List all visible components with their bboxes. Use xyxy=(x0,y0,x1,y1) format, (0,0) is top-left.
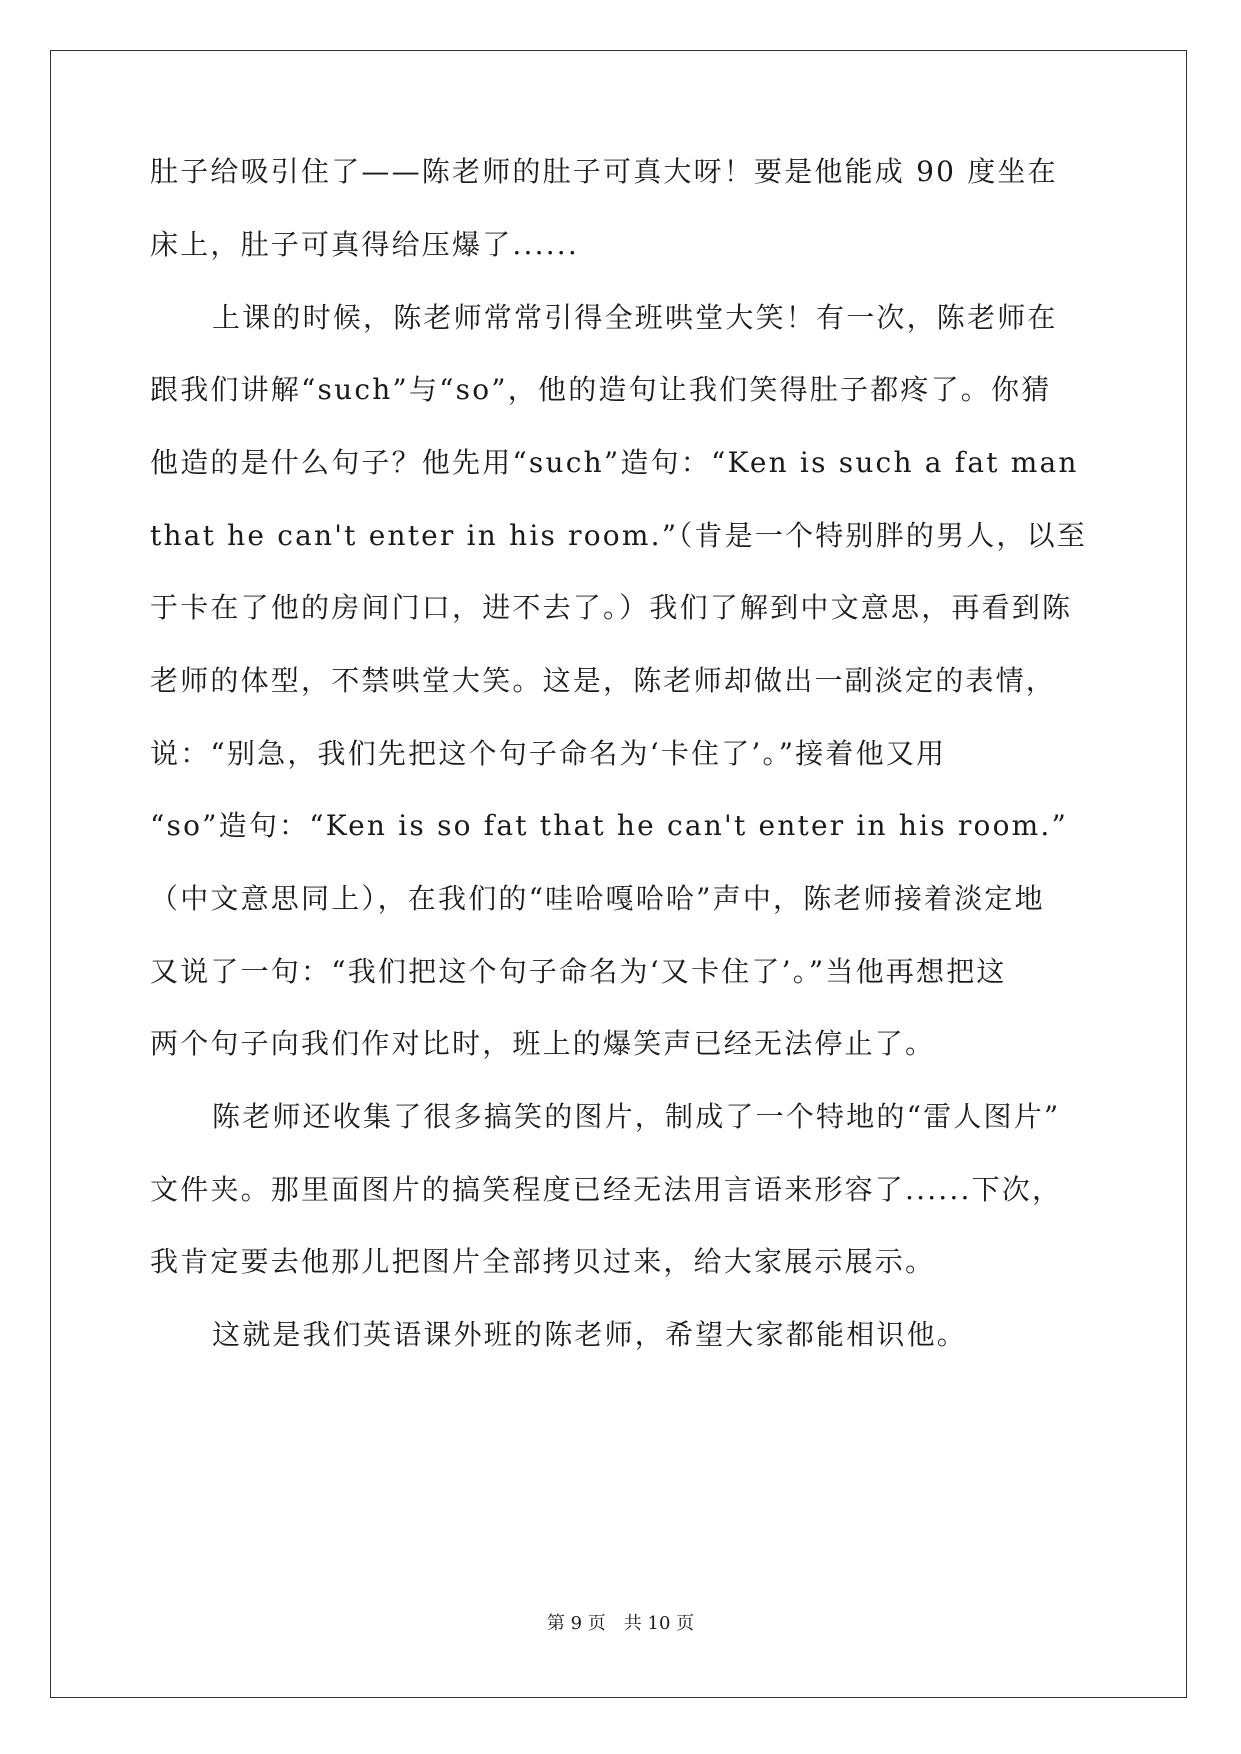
body-text-line: （中文意思同上），在我们的“哇哈嘎哈哈”声中，陈老师接着淡定地 xyxy=(150,882,1045,915)
body-text-line: 两个句子向我们作对比时，班上的爆笑声已经无法停止了。 xyxy=(150,1027,936,1060)
body-text-line: 跟我们讲解“such”与“so”，他的造句让我们笑得肚子都疼了。你猜 xyxy=(150,373,1052,406)
body-text-line: 老师的体型，不禁哄堂大笑。这是，陈老师却做出一副淡定的表情， xyxy=(150,664,1057,697)
body-text-line: 又说了一句：“我们把这个句子命名为‘又卡住了’。”当他再想把这 xyxy=(150,955,1007,988)
body-text-line: that he can't enter in his room.”（肯是一个特别胖的男人，以至 xyxy=(150,519,1088,552)
body-text-line: “so”造句：“Ken is so fat that he can't enter in his room.” xyxy=(150,809,1069,842)
body-text-line: 肚子给吸引住了——陈老师的肚子可真大呀！要是他能成 90 度坐在 xyxy=(150,155,1058,188)
body-text-line: 床上，肚子可真得给压爆了...... xyxy=(150,228,580,261)
paragraph-start-line: 上课的时候，陈老师常常引得全班哄堂大笑！有一次，陈老师在 xyxy=(212,301,1058,334)
page-number-footer: 第 9 页 共 10 页 xyxy=(546,1613,695,1634)
body-text-line: 文件夹。那里面图片的搞笑程度已经无法用言语来形容了......下次， xyxy=(150,1173,1063,1206)
body-text-line: 说：“别急，我们先把这个句子命名为‘卡住了’。”接着他又用 xyxy=(150,737,947,770)
page-border xyxy=(50,50,1187,1698)
body-text-line: 他造的是什么句子？他先用“such”造句：“Ken is such a fat man xyxy=(150,446,1079,479)
paragraph-start-line: 陈老师还收集了很多搞笑的图片，制成了一个特地的“雷人图片” xyxy=(212,1100,1061,1133)
body-text-line: 于卡在了他的房间门口，进不去了。）我们了解到中文意思，再看到陈 xyxy=(150,591,1073,624)
body-text-line: 我肯定要去他那儿把图片全部拷贝过来，给大家展示展示。 xyxy=(150,1245,936,1278)
paragraph-start-line: 这就是我们英语课外班的陈老师，希望大家都能相识他。 xyxy=(212,1318,968,1351)
